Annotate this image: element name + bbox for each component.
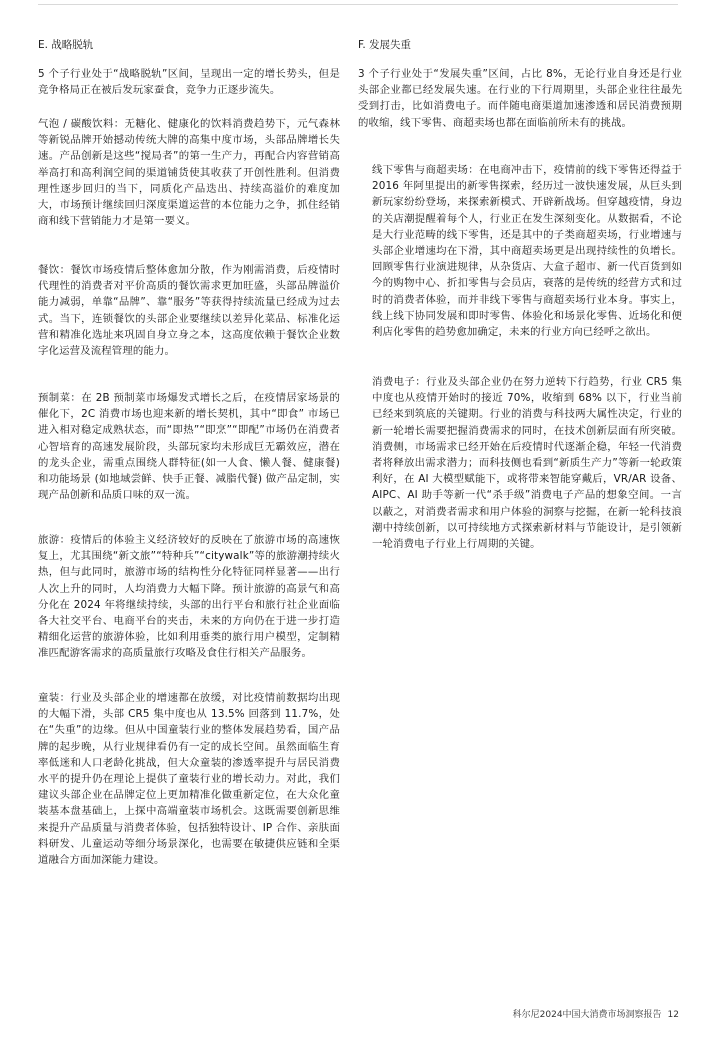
paragraph-childrens-wear: 童装：行业及头部企业的增速都在放缓，对比疫情前数据均出现的大幅下滑，头部 CR5 集中度也从 13.5% 回落到 11.7%，处在“失重”的边缘。但从中国童装行业的整体发展趋势看，国产品牌的起步晚，从行业规律看仍有一定的成长空间。虽然面临生育率低迷和人口老龄化挑战，但大众童装的渗透率提升与居民消费水平的提升仍在理论上提供了童装行业的增长动力。对此，我们建议头部企业在品牌定位上更加精准化做重新定位，在大众化童装基本盘基础上，上探中高端童装市场机会。这既需要创新思维来提升产品质量与消费者体验，包括独特设计、IP 合作、亲肤面料研发、儿童运动等细分场景深化，也需要在敏捷供应链和全渠道融合方面加深能力建设。 [38, 692, 340, 867]
paragraph-soda-drinks: 气泡 / 碳酸饮料：无糖化、健康化的饮料消费趋势下，元气森林等新锐品牌开始撼动传统大牌的高集中度市场，头部品牌增长失速。产品创新是这些“搅局者”的第一生产力，再配合内容营销高举高打和高利润空间的渠道铺货使其收获了开创性胜利。但消费理性逐步回归的当下，同质化产品迭出、持续高溢价的难度加大，市场预计继续回归深度渠道运营的本位能力之争，抓住经销商和线下营销能力才是第一要义。 [38, 118, 340, 228]
report-title: 科尔尼2024中国大消费市场洞察报告 [512, 1010, 662, 1020]
paragraph-catering: 餐饮：餐饮市场疫情后整体愈加分散，作为刚需消费，后疫情时代理性的消费者对平价高质的餐饮需求更加旺盛，头部品牌溢价能力减弱，单靠“品牌”、靠“服务”等获得持续流量已经成为过去式。当下，连锁餐饮的头部企业要继续以差异化菜品、标准化运营和精准化选址来巩固自身立身之本，这高度依赖于餐饮企业数字化运营及流程管理的能力。 [38, 264, 340, 358]
page-number: 12 [667, 1010, 679, 1020]
paragraph-prepared-food: 预制菜：在 2B 预制菜市场爆发式增长之后，在疫情居家场景的催化下，2C 消费市场也迎来新的增长契机，其中“即食” 市场已进入相对稳定成熟状态，而“即热”“即烹”“即配”市场仍在消费者心智培育的高速发展阶段，头部玩家均未形成巨无霸效应，潜在的龙头企业，需重点围绕人群特征(如一人食、懒人餐、健康餐) 和功能场景 (如地域尝鲜、快手正餐、减脂代餐) 做产品定制，实现产品创新和品质口味的双一流。 [38, 392, 340, 502]
paragraph-consumer-electronics: 消费电子：行业及头部企业仍在努力逆转下行趋势，行业 CR5 集中度也从疫情开始时的接近 70%，收缩到 68% 以下，行业当前已经来到筑底的关键期。行业的消费与科技两大属性决定，行业的新一轮增长需要把握消费需求的同时，在技术创新层面有所突破。消费侧，市场需求已经开始在后疫情时代逐渐企稳，年轻一代消费者将释放出需求潜力；而科技侧也看到“新质生产力”等新一轮政策利好，在 AI 大模型赋能下，或将带来智能穿戴后，VR/AR 设备、AIPC、AI 助手等新一代“杀手级”消费电子产品的想象空间。一言以蔽之，对消费者需求和用户体验的洞察与挖掘，在新一轮科技浪潮中持续创新，以可持续地方式探索新材料与节能设计，是引领新一轮消费电子行业上行周期的关键。 [372, 376, 682, 551]
top-divider [38, 4, 678, 5]
section-e-heading: E. 战略脱轨 [38, 39, 94, 51]
section-e-intro: 5 个子行业处于“战略脱轨”区间，呈现出一定的增长势头，但是竞争格局正在被后发玩家蚕食，竞争力正逐步流失。 [38, 68, 340, 97]
section-f-intro: 3 个子行业处于“发展失重”区间，占比 8%，无论行业自身还是行业头部企业都已经发展失速。在行业的下行周期里，头部企业往往最先受到打击，比如消费电子。而伴随电商渠道加速渗透和居民消费预期的收缩，线下零售、商超卖场也都在面临前所未有的挑战。 [358, 68, 682, 129]
section-f-heading: F. 发展失重 [358, 39, 412, 51]
paragraph-tourism: 旅游：疫情后的体验主义经济较好的反映在了旅游市场的高速恢复上，尤其围绕“新文旅”“特种兵”“citywalk”等的旅游潮持续火热，但与此同时，旅游市场的结构性分化特征同样显著——出行人次上升的同时，人均消费力大幅下降。预计旅游的高景气和高分化在 2024 年将继续持续，头部的出行平台和旅行社企业面临各大社交平台、电商平台的夹击，未来的方向仍在于进一步打造精细化运营的旅游体验，比如利用垂类的旅行用户模型，定制精准匹配游客需求的高质量旅行攻略及食住行相关产品服务。 [38, 534, 340, 660]
paragraph-offline-retail: 线下零售与商超卖场：在电商冲击下，疫情前的线下零售还得益于 2016 年阿里提出的新零售探索，经历过一波快速发展，从巨头到新玩家纷纷登场，来探索新模式、开辟新战场。但穿越疫情，身边的关店潮提醒着每个人，行业正在发生深刻变化。从数据看，不论是大行业范畴的线下零售，还是其中的子类商超卖场，行业增速与头部企业增速均在下滑，其中商超卖场更是出现持续性的负增长。回顾零售行业演进规律，从杂货店、大盒子超市、新一代百货到如今的购物中心、折扣零售与会员店，衰落的是传统的经营方式和过时的消费者体验，而并非线下零售与商超卖场行业本身。事实上，线上线下协同发展和即时零售、体验化和场景化零售、近场化和便利店化零售的趋势愈加确定，未来的行业方向已经呼之欲出。 [372, 164, 682, 339]
page-footer [513, 1009, 679, 1021]
